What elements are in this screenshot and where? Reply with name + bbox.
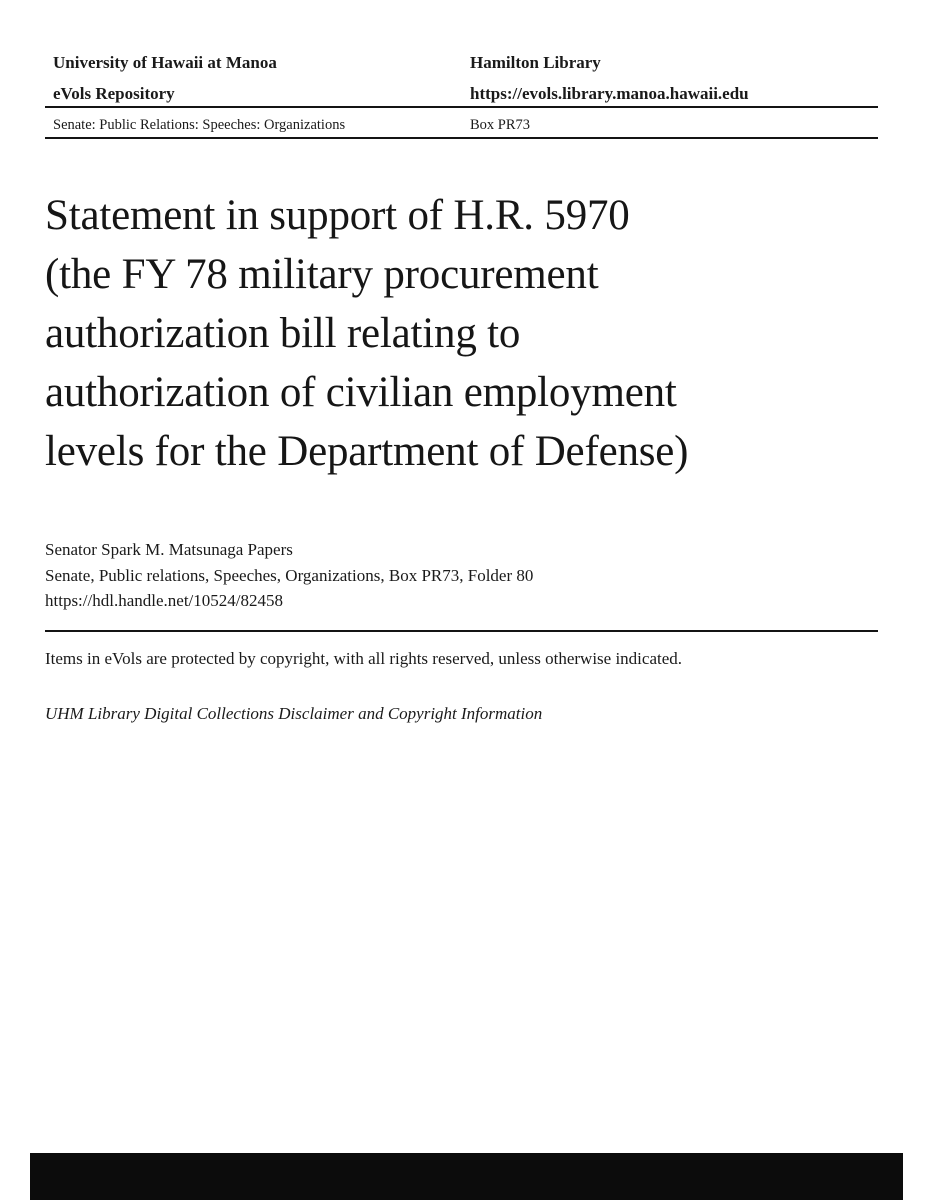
handle-url-link[interactable]: https://hdl.handle.net/10524/82458 (45, 591, 283, 610)
document-title-line: Statement in support of H.R. 5970 (45, 192, 630, 239)
header-rule-top (45, 106, 878, 108)
collection-name: Senator Spark M. Matsunaga Papers (45, 540, 293, 559)
document-title-line: authorization bill relating to (45, 310, 521, 357)
header-library: Hamilton Library (470, 53, 601, 72)
header-repository-url-link[interactable]: https://evols.library.manoa.hawaii.edu (470, 84, 749, 103)
document-title-line: authorization of civilian employment (45, 369, 677, 416)
header-box-label: Box PR73 (470, 117, 531, 133)
document-title (45, 186, 875, 481)
header-rule-bottom (45, 137, 878, 139)
disclaimer-copyright-link[interactable]: UHM Library Digital Collections Disclaimer and Copyright Information (45, 704, 543, 723)
document-metadata (45, 537, 533, 614)
collection-location: Senate, Public relations, Speeches, Organizations, Box PR73, Folder 80 (45, 565, 534, 585)
header-collection-path: Senate: Public Relations: Speeches: Organizations (53, 117, 346, 133)
document-title-line: (the FY 78 military procurement (45, 251, 599, 298)
copyright-notice: Items in eVols are protected by copyright, with all rights reserved, unless otherwise indicated. (45, 649, 683, 668)
document-title-line: levels for the Department of Defense) (45, 428, 689, 475)
header-repository: eVols Repository (53, 84, 175, 103)
header-institution: University of Hawaii at Manoa (53, 53, 277, 72)
scanned-page-top-edge (30, 1153, 903, 1200)
footer-rule (45, 630, 878, 632)
